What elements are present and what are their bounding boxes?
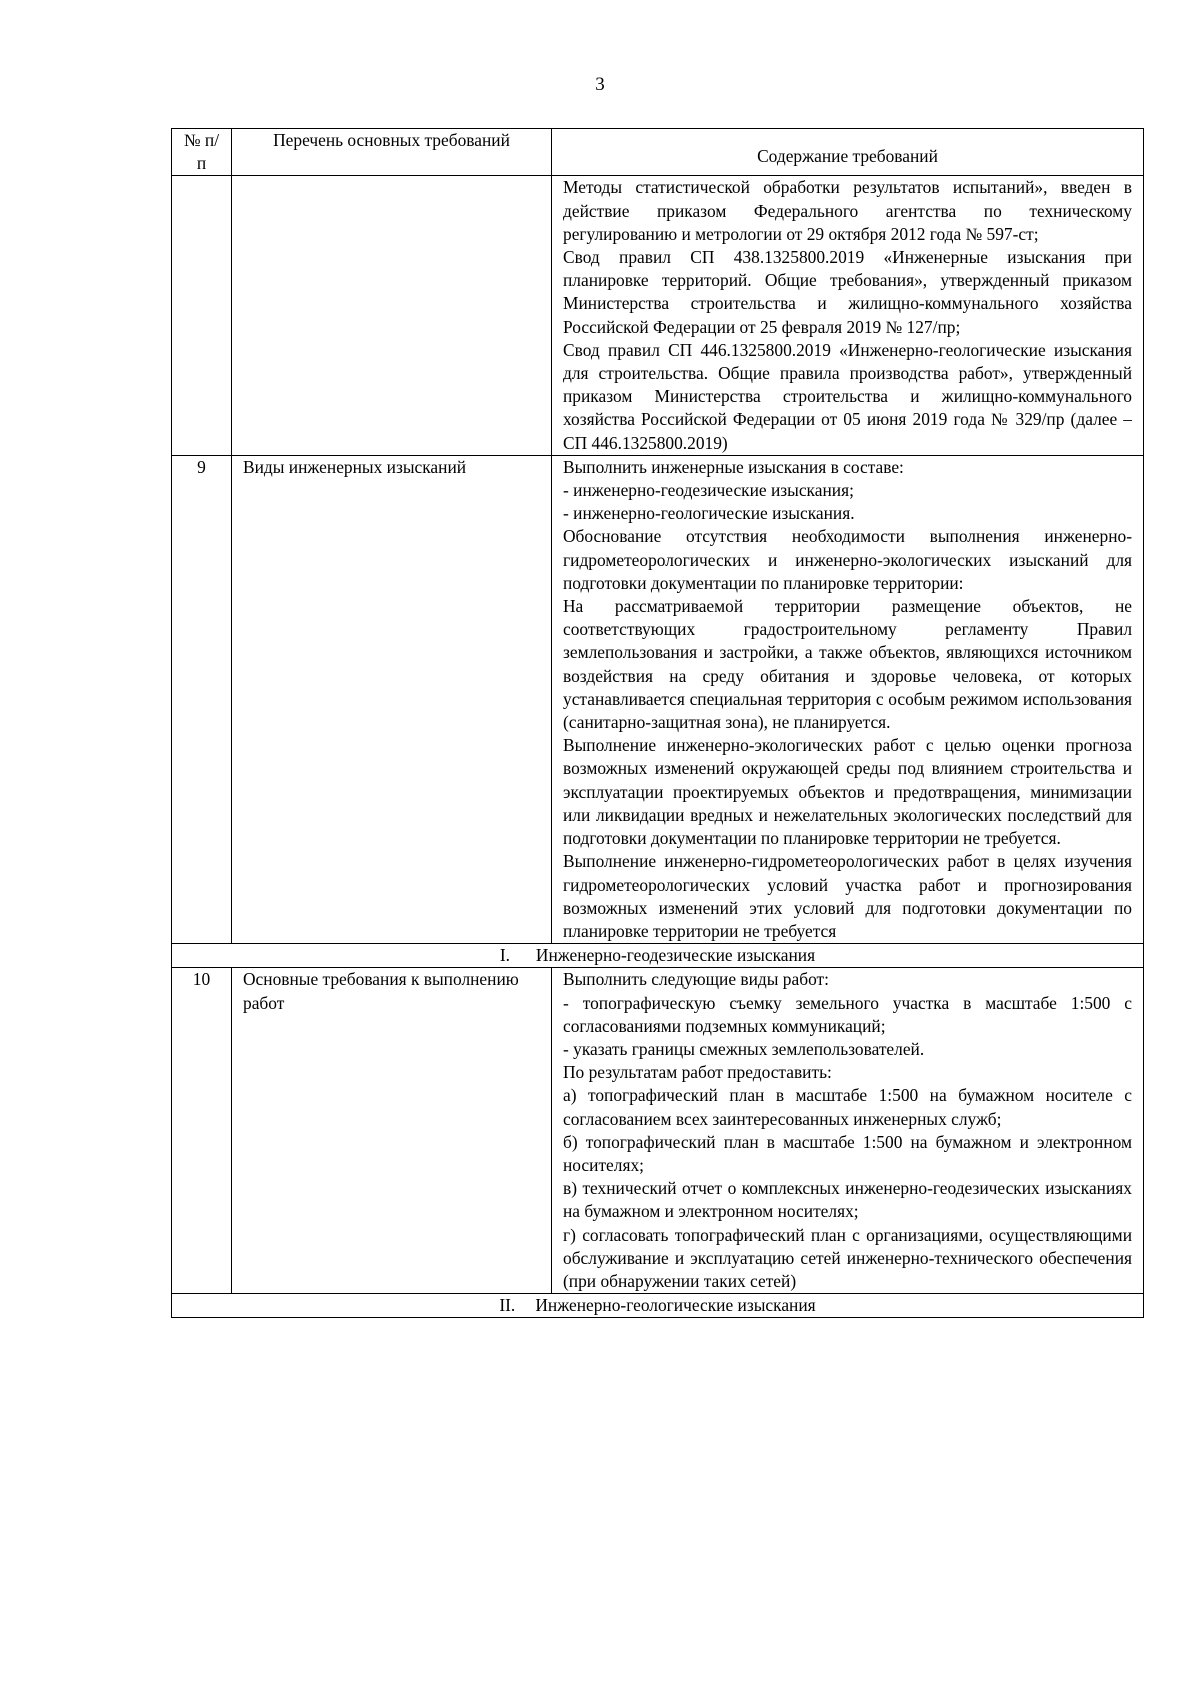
section-title: Инженерно-геодезические изыскания	[535, 945, 816, 966]
content-paragraph: По результатам работ предоставить:	[563, 1062, 832, 1083]
row-content	[552, 968, 1144, 1294]
section-heading	[172, 1294, 1144, 1318]
section-title: Инженерно-геологические изыскания	[535, 1295, 816, 1316]
section-row-geologic	[172, 1294, 1144, 1318]
content-paragraph: в) технический отчет о комплексных инженерно-геодезических изысканиях на бумажном и электронном носителях;	[563, 1178, 1132, 1222]
section-numeral: I.	[499, 945, 511, 966]
content-paragraph: а) топографический план в масштабе 1:500 на бумажном носителе с согласованием всех заинтересованных инженерных служб;	[563, 1085, 1132, 1129]
table-row-continuation	[172, 176, 1144, 455]
content-paragraph: - указать границы смежных землепользователей.	[563, 1038, 925, 1059]
table-row-10	[172, 968, 1144, 1294]
content-paragraph: - инженерно-геологические изыскания.	[563, 503, 855, 524]
row-number	[172, 176, 232, 455]
section-heading	[172, 944, 1144, 968]
header-content: Содержание требований	[552, 129, 1144, 176]
content-paragraph: На рассматриваемой территории размещение объектов, не соответствующих градостроительному регламенту Правил землепользования и застройки, а также объектов, являющихся источником воздействия на среду обитания и здоровье человека, от которых устанавливается специальная территория с особым режимом использования (санитарно-защитная зона), не планируется.	[563, 596, 1132, 733]
header-requirement: Перечень основных требований	[232, 129, 552, 176]
header-number: № п/п	[172, 129, 232, 176]
section-numeral: II.	[499, 1295, 516, 1316]
content-paragraph: Выполнение инженерно-гидрометеорологических работ в целях изучения гидрометеорологических условий участка работ и прогнозирования возможных изменений этих условий для подготовки документации по планировке территории не требуется	[563, 851, 1132, 941]
row-content	[552, 455, 1144, 943]
content-paragraph: Обоснование отсутствия необходимости выполнения инженерно-гидрометеорологических и инженерно-экологических изысканий для подготовки документации по планировке территории:	[563, 526, 1132, 593]
content-paragraph: Свод правил СП 438.1325800.2019 «Инженерные изыскания при планировке территорий. Общие требования», утвержденный приказом Министерства строительства и жилищно-коммунального хозяйства Российской Федерации от 25 февраля 2019 № 127/пр;	[563, 247, 1132, 337]
row-content	[552, 176, 1144, 455]
content-paragraph: г) согласовать топографический план с организациями, осуществляющими обслуживание и эксплуатацию сетей инженерно-технического обеспечения (при обнаружении таких сетей)	[563, 1224, 1132, 1291]
content-paragraph: Выполнение инженерно-экологических работ с целью оценки прогноза возможных изменений окружающей среды под влиянием строительства и эксплуатации проектируемых объектов и предотвращения, минимизации или ликвидации вредных и нежелательных экологических последствий для подготовки документации по планировке территории не требуется.	[563, 735, 1132, 849]
content-paragraph: - инженерно-геодезические изыскания;	[563, 480, 854, 501]
row-number: 9	[172, 455, 232, 943]
content-paragraph: Свод правил СП 446.1325800.2019 «Инженерно-геологические изыскания для строительства. Общие правила производства работ», утвержденный приказом Министерства строительства и жилищно-коммунального хозяйства Российской Федерации от 05 июня 2019 года № 329/пр (далее – СП 446.1325800.2019)	[563, 339, 1132, 453]
content-paragraph: Выполнить следующие виды работ:	[563, 969, 829, 990]
row-number: 10	[172, 968, 232, 1294]
requirements-table	[171, 128, 1144, 1318]
page-number: 3	[595, 74, 605, 95]
row-requirement	[232, 176, 552, 455]
row-requirement: Основные требования к выполнению работ	[232, 968, 552, 1294]
table-row-9	[172, 455, 1144, 943]
content-paragraph: Выполнить инженерные изыскания в составе:	[563, 456, 904, 477]
section-row-geodesic	[172, 944, 1144, 968]
row-requirement: Виды инженерных изысканий	[232, 455, 552, 943]
content-paragraph: б) топографический план в масштабе 1:500 на бумажном и электронном носителях;	[563, 1131, 1132, 1175]
content-paragraph: - топографическую съемку земельного участка в масштабе 1:500 с согласованиями подземных коммуникаций;	[563, 992, 1132, 1036]
table-header-row	[172, 129, 1144, 176]
content-paragraph: Методы статистической обработки результатов испытаний», введен в действие приказом Федерального агентства по техническому регулированию и метрологии от 29 октября 2012 года № 597-ст;	[563, 177, 1132, 244]
